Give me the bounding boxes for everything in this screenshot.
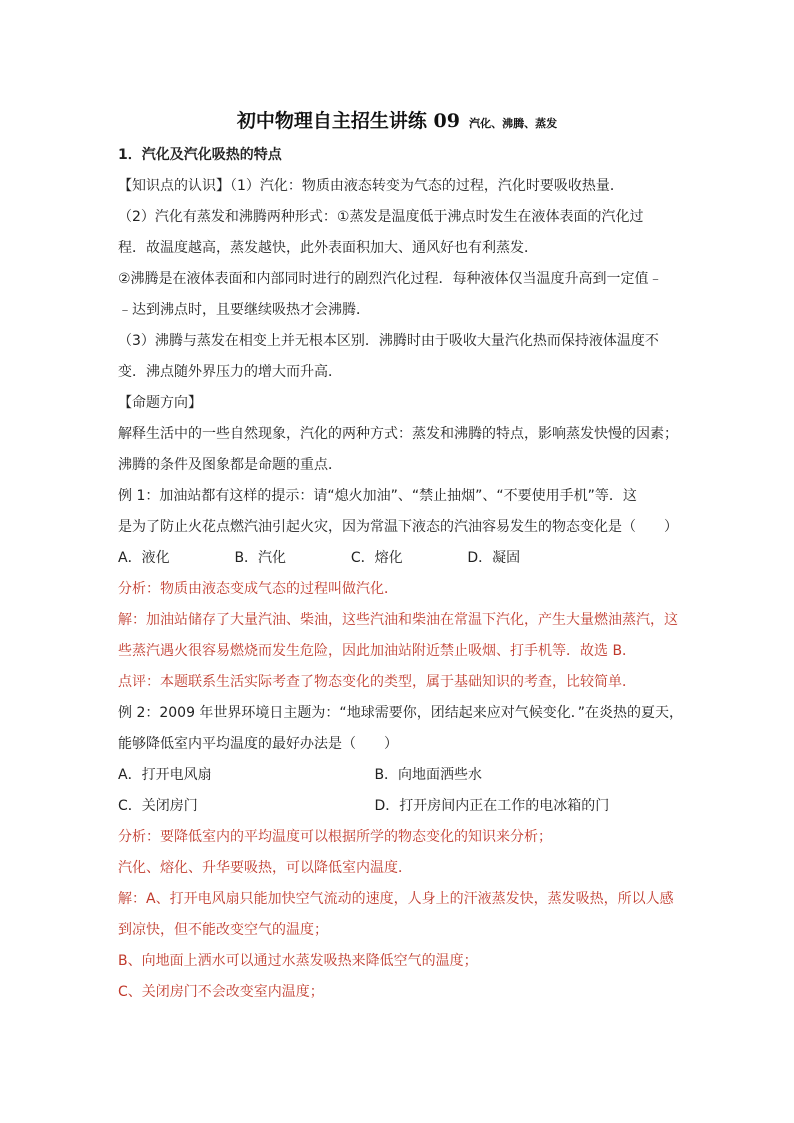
option-d: D．打开房间内正在工作的电冰箱的门 bbox=[374, 798, 610, 814]
title-main: 初中物理自主招生讲练 09 bbox=[236, 110, 460, 132]
example2-analysis-line2: 汽化、熔化、升华要吸热，可以降低室内温度． bbox=[118, 860, 412, 876]
example2-solution-line4: C、关闭房门不会改变室内温度； bbox=[118, 984, 324, 1000]
example1-solution-line2: 些蒸汽遇火很容易燃烧而发生危险，因此加油站附近禁止吸烟、打手机等．故选 B． bbox=[118, 643, 637, 659]
example2-options-row1 bbox=[118, 766, 678, 784]
direction-p1a: 解释生活中的一些自然现象，汽化的两种方式：蒸发和沸腾的特点，影响蒸发快慢的因素； bbox=[118, 426, 678, 442]
example2-solution-line2: 到凉快，但不能改变空气的温度； bbox=[118, 922, 328, 938]
option-b: B．汽化 bbox=[234, 550, 287, 566]
knowledge-p2a: （2）汽化有蒸发和沸腾两种形式：①蒸发是温度低于沸点时发生在液体表面的汽化过 bbox=[118, 209, 644, 225]
title-subtitle: 汽化、沸腾、蒸发 bbox=[469, 117, 558, 130]
option-a: A．打开电风扇 bbox=[118, 767, 212, 783]
example2-analysis-line1: 分析：要降低室内的平均温度可以根据所学的物态变化的知识来分析； bbox=[118, 829, 552, 845]
page-title bbox=[0, 106, 794, 133]
option-d: D．凝固 bbox=[467, 550, 521, 566]
knowledge-p3b: ﹣达到沸点时，且要继续吸热才会沸腾． bbox=[118, 302, 370, 318]
knowledge-p2b: 程．故温度越高，蒸发越快，此外表面积加大、通风好也有利蒸发． bbox=[118, 240, 538, 256]
example2-solution-line3: B、向地面上洒水可以通过水蒸发吸热来降低空气的温度； bbox=[118, 953, 478, 969]
option-a: A．液化 bbox=[118, 550, 170, 566]
example1-options bbox=[118, 549, 678, 567]
direction-p1b: 沸腾的条件及图象都是命题的重点． bbox=[118, 457, 342, 473]
example1-solution-line1: 解：加油站储存了大量汽油、柴油，这些汽油和柴油在常温下汽化，产生大量燃油蒸汽，这 bbox=[118, 612, 678, 628]
knowledge-p1: 【知识点的认识】（1）汽化：物质由液态转变为气态的过程，汽化时要吸收热量． bbox=[118, 178, 624, 194]
example2-options-row2 bbox=[118, 797, 678, 815]
option-c: C．熔化 bbox=[350, 550, 403, 566]
example1-question-line2: 是为了防止火花点燃汽油引起火灾，因为常温下液态的汽油容易发生的物态变化是（ ） bbox=[118, 519, 678, 535]
knowledge-p4a: （3）沸腾与蒸发在相变上并无根本区别．沸腾时由于吸收大量汽化热而保持液体温度不 bbox=[118, 333, 659, 349]
example2-question-line2: 能够降低室内平均温度的最好办法是（ ） bbox=[118, 736, 398, 752]
example2-solution-line1: 解：A、打开电风扇只能加快空气流动的速度，人身上的汗液蒸发快，蒸发吸热，所以人感 bbox=[118, 891, 674, 907]
example2-question-line1: 例 2：2009 年世界环境日主题为：“地球需要你，团结起来应对气候变化．”在炎热的夏天， bbox=[118, 705, 683, 721]
section-heading: 1．汽化及汽化吸热的特点 bbox=[118, 147, 282, 163]
example1-question-line1: 例 1：加油站都有这样的提示：请“熄火加油”、“禁止抽烟”、“不要使用手机”等．这 bbox=[118, 488, 637, 504]
knowledge-p3a: ②沸腾是在液体表面和内部同时进行的剧烈汽化过程．每种液体仅当温度升高到一定值﹣ bbox=[118, 271, 663, 287]
example1-analysis: 分析：物质由液态变成气态的过程叫做汽化． bbox=[118, 581, 398, 597]
example1-comment: 点评：本题联系生活实际考查了物态变化的类型，属于基础知识的考查，比较简单． bbox=[118, 674, 636, 690]
option-b: B．向地面洒些水 bbox=[374, 767, 483, 783]
option-c: C．关闭房门 bbox=[118, 798, 198, 814]
direction-heading: 【命题方向】 bbox=[118, 395, 202, 411]
knowledge-p4b: 变．沸点随外界压力的增大而升高． bbox=[118, 364, 342, 380]
